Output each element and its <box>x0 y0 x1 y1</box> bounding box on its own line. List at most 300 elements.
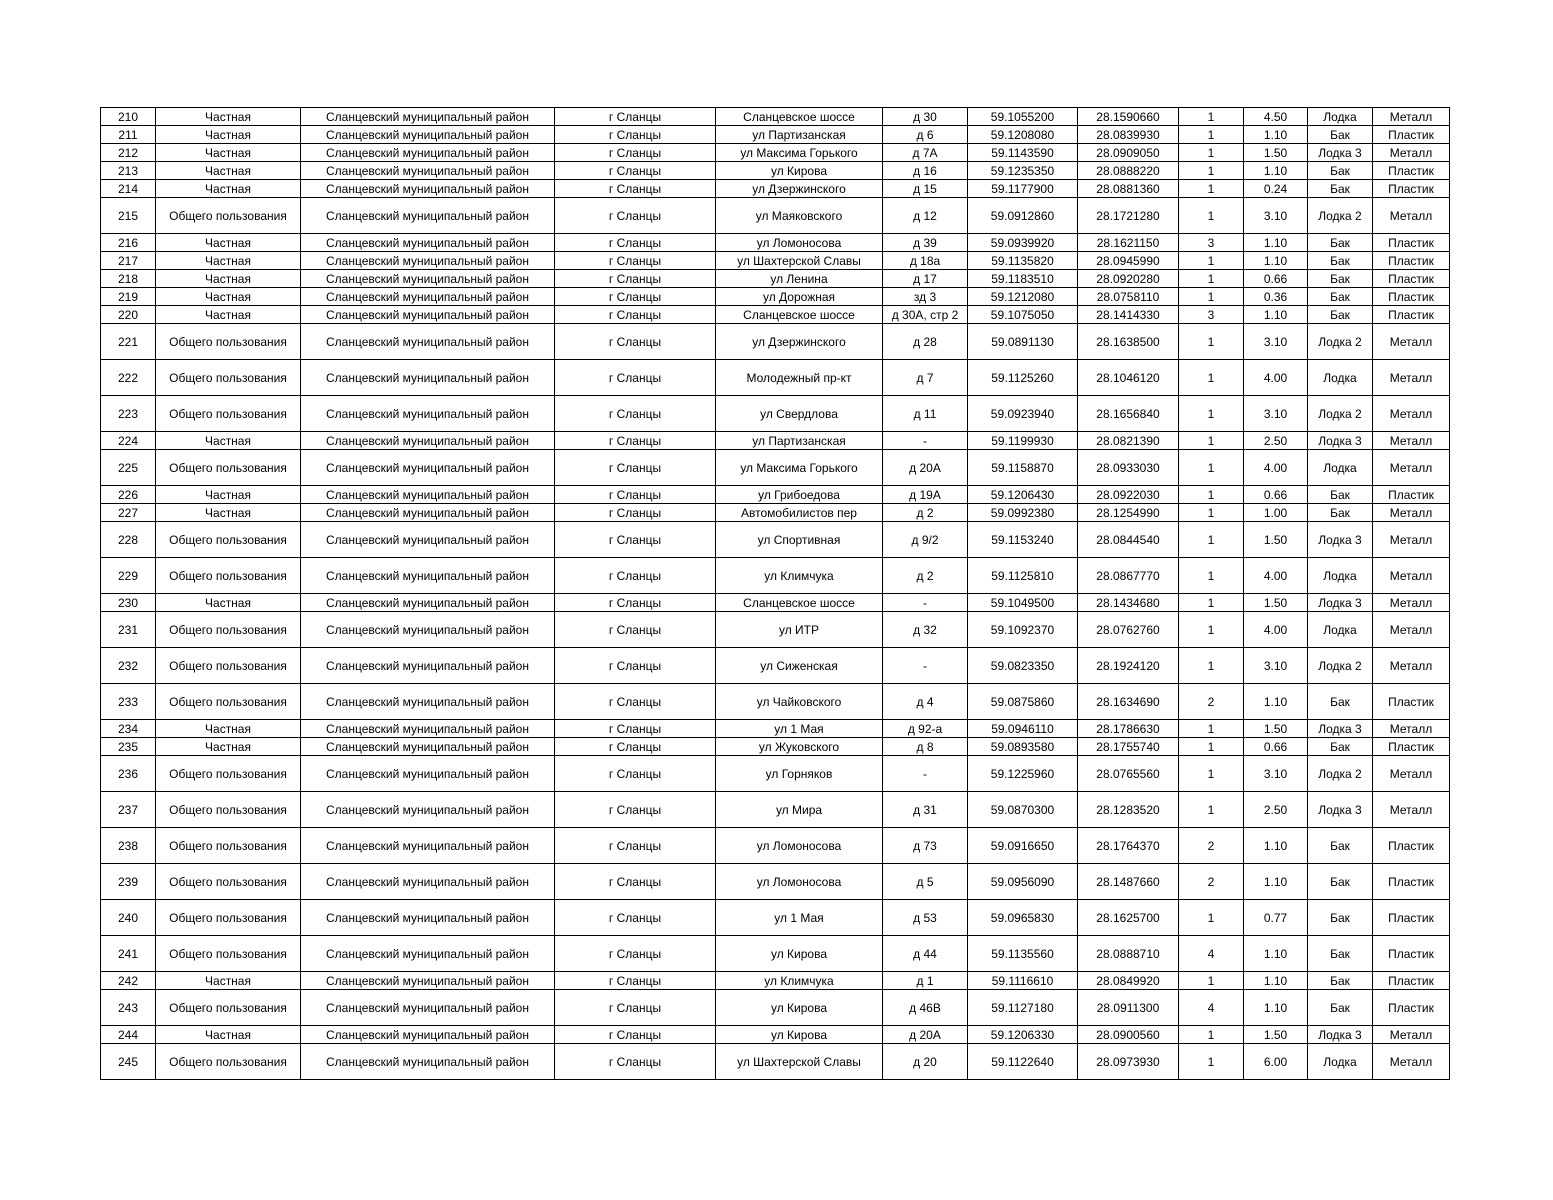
cell-count: 1 <box>1179 558 1244 594</box>
cell-city: г Сланцы <box>555 864 716 900</box>
cell-city: г Сланцы <box>555 144 716 162</box>
cell-longitude: 28.0920280 <box>1078 270 1179 288</box>
cell-volume: 1.50 <box>1244 144 1308 162</box>
cell-container-type: Лодка 2 <box>1308 198 1373 234</box>
cell-city: г Сланцы <box>555 252 716 270</box>
cell-latitude: 59.1199930 <box>968 432 1078 450</box>
cell-container-type: Лодка 2 <box>1308 396 1373 432</box>
cell-material: Пластик <box>1373 990 1450 1026</box>
cell-ownership: Частная <box>156 432 301 450</box>
cell-latitude: 59.1206330 <box>968 1026 1078 1044</box>
cell-latitude: 59.1208080 <box>968 126 1078 144</box>
cell-ownership: Частная <box>156 486 301 504</box>
cell-longitude: 28.1254990 <box>1078 504 1179 522</box>
cell-number: 227 <box>101 504 156 522</box>
cell-volume: 1.00 <box>1244 504 1308 522</box>
table-row <box>101 288 1450 306</box>
cell-material: Металл <box>1373 612 1450 648</box>
cell-number: 221 <box>101 324 156 360</box>
cell-street: ул Свердлова <box>716 396 883 432</box>
container-sites-table <box>100 107 1450 1080</box>
cell-container-type: Бак <box>1308 504 1373 522</box>
cell-district: Сланцевский муниципальный район <box>301 360 555 396</box>
cell-city: г Сланцы <box>555 108 716 126</box>
cell-longitude: 28.1283520 <box>1078 792 1179 828</box>
cell-street: ул Кирова <box>716 990 883 1026</box>
cell-district: Сланцевский муниципальный район <box>301 504 555 522</box>
cell-material: Пластик <box>1373 738 1450 756</box>
cell-house: д 31 <box>883 792 968 828</box>
cell-number: 220 <box>101 306 156 324</box>
cell-city: г Сланцы <box>555 1026 716 1044</box>
table-row <box>101 792 1450 828</box>
table-row <box>101 126 1450 144</box>
cell-latitude: 59.1158870 <box>968 450 1078 486</box>
cell-count: 1 <box>1179 144 1244 162</box>
cell-latitude: 59.0870300 <box>968 792 1078 828</box>
cell-street: Молодежный пр-кт <box>716 360 883 396</box>
cell-house: д 46В <box>883 990 968 1026</box>
cell-ownership: Частная <box>156 126 301 144</box>
cell-material: Пластик <box>1373 252 1450 270</box>
cell-city: г Сланцы <box>555 126 716 144</box>
cell-district: Сланцевский муниципальный район <box>301 828 555 864</box>
table-row <box>101 270 1450 288</box>
cell-number: 214 <box>101 180 156 198</box>
cell-ownership: Общего пользования <box>156 558 301 594</box>
cell-number: 245 <box>101 1044 156 1080</box>
cell-number: 217 <box>101 252 156 270</box>
cell-number: 231 <box>101 612 156 648</box>
cell-street: ул Максима Горького <box>716 450 883 486</box>
cell-district: Сланцевский муниципальный район <box>301 612 555 648</box>
table-row <box>101 684 1450 720</box>
cell-city: г Сланцы <box>555 270 716 288</box>
cell-latitude: 59.1135820 <box>968 252 1078 270</box>
cell-material: Металл <box>1373 432 1450 450</box>
cell-count: 1 <box>1179 252 1244 270</box>
table-row <box>101 594 1450 612</box>
cell-count: 1 <box>1179 522 1244 558</box>
table-row <box>101 450 1450 486</box>
cell-volume: 0.66 <box>1244 738 1308 756</box>
cell-count: 1 <box>1179 972 1244 990</box>
cell-material: Пластик <box>1373 234 1450 252</box>
cell-latitude: 59.1075050 <box>968 306 1078 324</box>
cell-street: ул Ломоносова <box>716 864 883 900</box>
cell-number: 237 <box>101 792 156 828</box>
cell-count: 3 <box>1179 306 1244 324</box>
cell-city: г Сланцы <box>555 828 716 864</box>
table-body <box>101 108 1450 1080</box>
cell-street: ул 1 Мая <box>716 720 883 738</box>
cell-house: д 53 <box>883 900 968 936</box>
cell-ownership: Частная <box>156 180 301 198</box>
cell-city: г Сланцы <box>555 990 716 1026</box>
cell-count: 2 <box>1179 828 1244 864</box>
table-row <box>101 1026 1450 1044</box>
cell-material: Металл <box>1373 522 1450 558</box>
cell-container-type: Бак <box>1308 288 1373 306</box>
cell-volume: 6.00 <box>1244 1044 1308 1080</box>
table-row <box>101 522 1450 558</box>
cell-longitude: 28.0888710 <box>1078 936 1179 972</box>
cell-longitude: 28.1755740 <box>1078 738 1179 756</box>
cell-longitude: 28.0945990 <box>1078 252 1179 270</box>
cell-count: 1 <box>1179 198 1244 234</box>
cell-house: - <box>883 648 968 684</box>
table-row <box>101 360 1450 396</box>
cell-district: Сланцевский муниципальный район <box>301 432 555 450</box>
table-row <box>101 558 1450 594</box>
cell-house: д 2 <box>883 504 968 522</box>
cell-count: 1 <box>1179 162 1244 180</box>
cell-latitude: 59.0923940 <box>968 396 1078 432</box>
cell-material: Металл <box>1373 504 1450 522</box>
cell-material: Пластик <box>1373 306 1450 324</box>
cell-house: д 7А <box>883 144 968 162</box>
cell-volume: 1.50 <box>1244 594 1308 612</box>
cell-latitude: 59.1127180 <box>968 990 1078 1026</box>
cell-material: Металл <box>1373 324 1450 360</box>
cell-house: д 6 <box>883 126 968 144</box>
cell-volume: 1.10 <box>1244 306 1308 324</box>
cell-district: Сланцевский муниципальный район <box>301 108 555 126</box>
table-row <box>101 756 1450 792</box>
cell-volume: 4.00 <box>1244 450 1308 486</box>
cell-house: д 15 <box>883 180 968 198</box>
cell-ownership: Общего пользования <box>156 396 301 432</box>
cell-container-type: Лодка <box>1308 450 1373 486</box>
cell-material: Пластик <box>1373 270 1450 288</box>
cell-container-type: Лодка 2 <box>1308 648 1373 684</box>
cell-latitude: 59.0946110 <box>968 720 1078 738</box>
cell-city: г Сланцы <box>555 756 716 792</box>
table-row <box>101 864 1450 900</box>
cell-number: 212 <box>101 144 156 162</box>
cell-container-type: Лодка 3 <box>1308 432 1373 450</box>
cell-latitude: 59.0956090 <box>968 864 1078 900</box>
cell-ownership: Частная <box>156 252 301 270</box>
cell-volume: 1.10 <box>1244 864 1308 900</box>
cell-city: г Сланцы <box>555 792 716 828</box>
cell-city: г Сланцы <box>555 594 716 612</box>
cell-district: Сланцевский муниципальный район <box>301 1044 555 1080</box>
cell-house: - <box>883 594 968 612</box>
cell-district: Сланцевский муниципальный район <box>301 648 555 684</box>
cell-city: г Сланцы <box>555 234 716 252</box>
cell-house: д 32 <box>883 612 968 648</box>
cell-ownership: Частная <box>156 144 301 162</box>
cell-count: 1 <box>1179 756 1244 792</box>
cell-volume: 0.66 <box>1244 486 1308 504</box>
cell-count: 1 <box>1179 792 1244 828</box>
cell-count: 1 <box>1179 360 1244 396</box>
cell-volume: 3.10 <box>1244 648 1308 684</box>
cell-material: Металл <box>1373 1044 1450 1080</box>
cell-city: г Сланцы <box>555 972 716 990</box>
cell-district: Сланцевский муниципальный район <box>301 288 555 306</box>
cell-number: 232 <box>101 648 156 684</box>
cell-ownership: Частная <box>156 594 301 612</box>
cell-count: 1 <box>1179 738 1244 756</box>
table-row <box>101 828 1450 864</box>
cell-container-type: Лодка <box>1308 108 1373 126</box>
cell-longitude: 28.0922030 <box>1078 486 1179 504</box>
cell-number: 238 <box>101 828 156 864</box>
cell-longitude: 28.1590660 <box>1078 108 1179 126</box>
cell-street: ул ИТР <box>716 612 883 648</box>
cell-latitude: 59.0965830 <box>968 900 1078 936</box>
table-row <box>101 198 1450 234</box>
cell-count: 1 <box>1179 900 1244 936</box>
cell-latitude: 59.0893580 <box>968 738 1078 756</box>
cell-material: Металл <box>1373 450 1450 486</box>
cell-latitude: 59.0992380 <box>968 504 1078 522</box>
cell-house: д 5 <box>883 864 968 900</box>
cell-ownership: Частная <box>156 1026 301 1044</box>
cell-ownership: Частная <box>156 306 301 324</box>
cell-container-type: Бак <box>1308 972 1373 990</box>
table-row <box>101 990 1450 1026</box>
cell-volume: 1.10 <box>1244 126 1308 144</box>
table-row <box>101 324 1450 360</box>
cell-street: ул Мира <box>716 792 883 828</box>
cell-latitude: 59.1177900 <box>968 180 1078 198</box>
cell-container-type: Лодка <box>1308 558 1373 594</box>
cell-container-type: Лодка 2 <box>1308 324 1373 360</box>
cell-volume: 1.10 <box>1244 936 1308 972</box>
cell-container-type: Бак <box>1308 900 1373 936</box>
cell-latitude: 59.1183510 <box>968 270 1078 288</box>
cell-material: Металл <box>1373 198 1450 234</box>
cell-district: Сланцевский муниципальный район <box>301 234 555 252</box>
cell-city: г Сланцы <box>555 936 716 972</box>
cell-number: 236 <box>101 756 156 792</box>
cell-count: 1 <box>1179 612 1244 648</box>
cell-number: 234 <box>101 720 156 738</box>
table-row <box>101 396 1450 432</box>
cell-house: д 44 <box>883 936 968 972</box>
table-row <box>101 738 1450 756</box>
cell-number: 233 <box>101 684 156 720</box>
cell-street: Сланцевское шоссе <box>716 306 883 324</box>
cell-count: 1 <box>1179 324 1244 360</box>
cell-house: д 92-а <box>883 720 968 738</box>
cell-house: д 39 <box>883 234 968 252</box>
cell-city: г Сланцы <box>555 360 716 396</box>
cell-district: Сланцевский муниципальный район <box>301 486 555 504</box>
cell-count: 1 <box>1179 288 1244 306</box>
cell-volume: 3.10 <box>1244 324 1308 360</box>
cell-volume: 1.50 <box>1244 1026 1308 1044</box>
cell-longitude: 28.1634690 <box>1078 684 1179 720</box>
cell-ownership: Частная <box>156 288 301 306</box>
cell-city: г Сланцы <box>555 198 716 234</box>
cell-container-type: Бак <box>1308 828 1373 864</box>
cell-container-type: Бак <box>1308 990 1373 1026</box>
cell-house: д 20А <box>883 450 968 486</box>
cell-ownership: Общего пользования <box>156 648 301 684</box>
cell-number: 215 <box>101 198 156 234</box>
cell-house: д 2 <box>883 558 968 594</box>
cell-district: Сланцевский муниципальный район <box>301 738 555 756</box>
cell-number: 213 <box>101 162 156 180</box>
cell-volume: 1.10 <box>1244 252 1308 270</box>
cell-container-type: Лодка 3 <box>1308 1026 1373 1044</box>
cell-latitude: 59.1125260 <box>968 360 1078 396</box>
cell-material: Пластик <box>1373 126 1450 144</box>
cell-ownership: Общего пользования <box>156 612 301 648</box>
cell-longitude: 28.0762760 <box>1078 612 1179 648</box>
cell-count: 1 <box>1179 432 1244 450</box>
cell-material: Пластик <box>1373 162 1450 180</box>
cell-number: 241 <box>101 936 156 972</box>
cell-number: 242 <box>101 972 156 990</box>
table-row <box>101 162 1450 180</box>
cell-street: ул Чайковского <box>716 684 883 720</box>
cell-latitude: 59.1153240 <box>968 522 1078 558</box>
cell-longitude: 28.1786630 <box>1078 720 1179 738</box>
cell-volume: 4.00 <box>1244 558 1308 594</box>
cell-city: г Сланцы <box>555 504 716 522</box>
cell-volume: 3.10 <box>1244 756 1308 792</box>
cell-ownership: Общего пользования <box>156 522 301 558</box>
cell-container-type: Бак <box>1308 234 1373 252</box>
cell-number: 228 <box>101 522 156 558</box>
table-row <box>101 900 1450 936</box>
table-row <box>101 306 1450 324</box>
cell-container-type: Лодка <box>1308 360 1373 396</box>
cell-street: ул Шахтерской Славы <box>716 1044 883 1080</box>
cell-city: г Сланцы <box>555 486 716 504</box>
cell-latitude: 59.0939920 <box>968 234 1078 252</box>
cell-district: Сланцевский муниципальный район <box>301 144 555 162</box>
cell-count: 2 <box>1179 684 1244 720</box>
cell-longitude: 28.0844540 <box>1078 522 1179 558</box>
cell-district: Сланцевский муниципальный район <box>301 594 555 612</box>
cell-ownership: Общего пользования <box>156 360 301 396</box>
cell-longitude: 28.0909050 <box>1078 144 1179 162</box>
cell-container-type: Лодка 3 <box>1308 522 1373 558</box>
cell-ownership: Частная <box>156 234 301 252</box>
cell-longitude: 28.1764370 <box>1078 828 1179 864</box>
cell-street: ул Ломоносова <box>716 234 883 252</box>
table-row <box>101 1044 1450 1080</box>
cell-ownership: Общего пользования <box>156 684 301 720</box>
cell-ownership: Частная <box>156 504 301 522</box>
cell-number: 229 <box>101 558 156 594</box>
cell-longitude: 28.1721280 <box>1078 198 1179 234</box>
cell-volume: 1.10 <box>1244 234 1308 252</box>
cell-district: Сланцевский муниципальный район <box>301 324 555 360</box>
cell-number: 225 <box>101 450 156 486</box>
cell-container-type: Бак <box>1308 180 1373 198</box>
cell-street: ул Ломоносова <box>716 828 883 864</box>
cell-district: Сланцевский муниципальный район <box>301 396 555 432</box>
cell-volume: 1.10 <box>1244 684 1308 720</box>
cell-ownership: Частная <box>156 162 301 180</box>
cell-latitude: 59.1092370 <box>968 612 1078 648</box>
cell-material: Металл <box>1373 108 1450 126</box>
cell-latitude: 59.1049500 <box>968 594 1078 612</box>
cell-ownership: Общего пользования <box>156 756 301 792</box>
cell-house: д 19А <box>883 486 968 504</box>
cell-district: Сланцевский муниципальный район <box>301 972 555 990</box>
cell-ownership: Частная <box>156 972 301 990</box>
cell-number: 240 <box>101 900 156 936</box>
cell-count: 1 <box>1179 720 1244 738</box>
cell-street: ул Шахтерской Славы <box>716 252 883 270</box>
cell-district: Сланцевский муниципальный район <box>301 180 555 198</box>
cell-latitude: 59.1235350 <box>968 162 1078 180</box>
cell-container-type: Лодка 2 <box>1308 756 1373 792</box>
table-row <box>101 432 1450 450</box>
cell-district: Сланцевский муниципальный район <box>301 756 555 792</box>
cell-district: Сланцевский муниципальный район <box>301 720 555 738</box>
cell-longitude: 28.1434680 <box>1078 594 1179 612</box>
cell-material: Металл <box>1373 144 1450 162</box>
cell-street: ул Ленина <box>716 270 883 288</box>
cell-material: Пластик <box>1373 828 1450 864</box>
cell-house: д 8 <box>883 738 968 756</box>
cell-container-type: Лодка 3 <box>1308 144 1373 162</box>
cell-district: Сланцевский муниципальный район <box>301 990 555 1026</box>
cell-house: д 20А <box>883 1026 968 1044</box>
cell-house: д 73 <box>883 828 968 864</box>
cell-container-type: Бак <box>1308 684 1373 720</box>
cell-volume: 0.36 <box>1244 288 1308 306</box>
cell-district: Сланцевский муниципальный район <box>301 252 555 270</box>
cell-volume: 1.10 <box>1244 972 1308 990</box>
cell-container-type: Лодка <box>1308 612 1373 648</box>
cell-longitude: 28.1924120 <box>1078 648 1179 684</box>
cell-count: 1 <box>1179 594 1244 612</box>
cell-material: Металл <box>1373 648 1450 684</box>
cell-longitude: 28.1656840 <box>1078 396 1179 432</box>
cell-district: Сланцевский муниципальный район <box>301 270 555 288</box>
cell-city: г Сланцы <box>555 162 716 180</box>
cell-house: д 9/2 <box>883 522 968 558</box>
cell-street: ул Кирова <box>716 162 883 180</box>
cell-ownership: Частная <box>156 738 301 756</box>
cell-city: г Сланцы <box>555 738 716 756</box>
cell-city: г Сланцы <box>555 180 716 198</box>
cell-house: д 11 <box>883 396 968 432</box>
cell-material: Пластик <box>1373 486 1450 504</box>
cell-longitude: 28.0765560 <box>1078 756 1179 792</box>
cell-street: ул Кирова <box>716 936 883 972</box>
cell-longitude: 28.0933030 <box>1078 450 1179 486</box>
cell-latitude: 59.1116610 <box>968 972 1078 990</box>
cell-material: Металл <box>1373 720 1450 738</box>
cell-volume: 1.10 <box>1244 162 1308 180</box>
cell-house: - <box>883 756 968 792</box>
cell-street: ул Грибоедова <box>716 486 883 504</box>
cell-volume: 2.50 <box>1244 432 1308 450</box>
cell-street: ул Дорожная <box>716 288 883 306</box>
cell-house: д 18а <box>883 252 968 270</box>
cell-container-type: Бак <box>1308 864 1373 900</box>
cell-street: ул Горняков <box>716 756 883 792</box>
cell-latitude: 59.1055200 <box>968 108 1078 126</box>
cell-longitude: 28.0821390 <box>1078 432 1179 450</box>
cell-material: Пластик <box>1373 936 1450 972</box>
cell-house: д 16 <box>883 162 968 180</box>
cell-district: Сланцевский муниципальный район <box>301 1026 555 1044</box>
cell-number: 239 <box>101 864 156 900</box>
cell-house: д 17 <box>883 270 968 288</box>
